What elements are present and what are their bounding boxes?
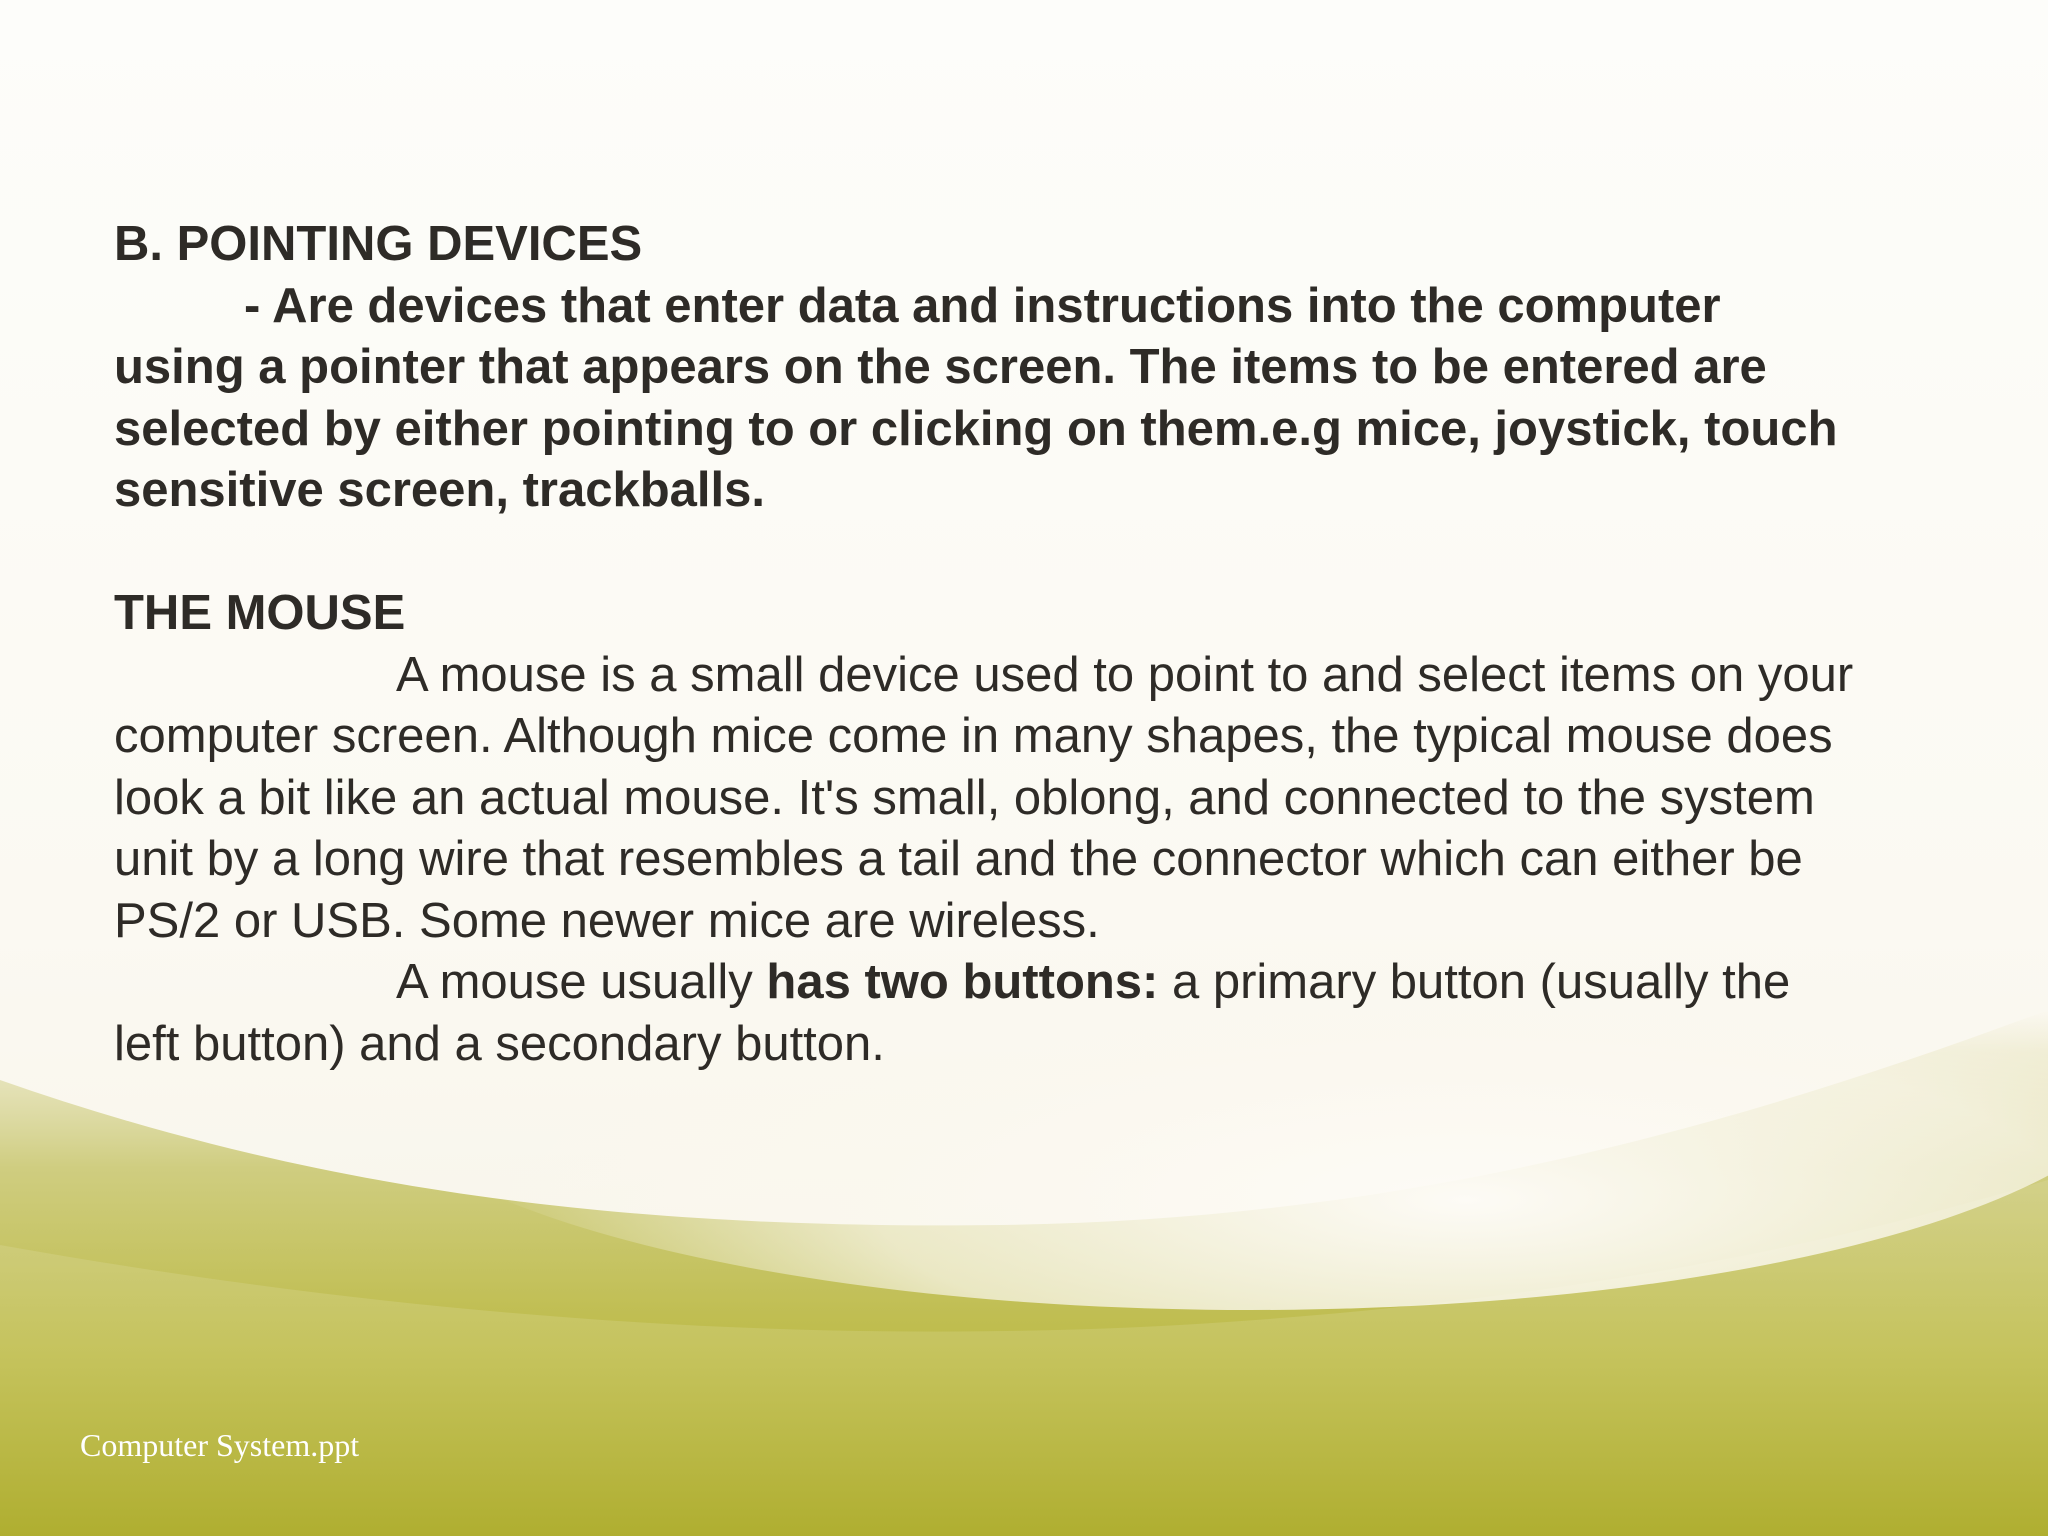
text-run: A mouse usually [396, 955, 767, 1009]
paragraph-line: look a bit like an actual mouse. It's small, oblong, and connected to the system [114, 770, 1815, 825]
paragraph-line: A mouse is a small device used to point to and select items on your [396, 647, 1854, 702]
paragraph-line: unit by a long wire that resembles a tail and the connector which can either be [114, 832, 1803, 886]
text-run: a primary button (usually the [1158, 955, 1791, 1009]
spacer [114, 522, 1994, 584]
subsection-heading: THE MOUSE [114, 586, 406, 640]
paragraph-line: PS/2 or USB. Some newer mice are wireless. [114, 893, 1100, 948]
paragraph-line [114, 952, 1994, 1014]
definition-line: selected by either pointing to or clicking on them.e.g mice, joystick, touch [114, 401, 1838, 456]
definition-line: sensitive screen, trackballs. [114, 463, 765, 517]
bold-text-run: has two buttons: [766, 955, 1159, 1009]
paragraph-line: computer screen. Although mice come in many shapes, the typical mouse does [114, 709, 1833, 763]
definition-line: using a pointer that appears on the screen. The items to be entered are [114, 340, 1767, 394]
footer-filename: Computer System.ppt [80, 1427, 360, 1463]
section-heading: B. POINTING DEVICES [114, 217, 643, 271]
slide-body [114, 214, 1994, 1075]
paragraph-line: left button) and a secondary button. [114, 1016, 885, 1071]
definition-line: - Are devices that enter data and instructions into the computer [244, 278, 1721, 333]
